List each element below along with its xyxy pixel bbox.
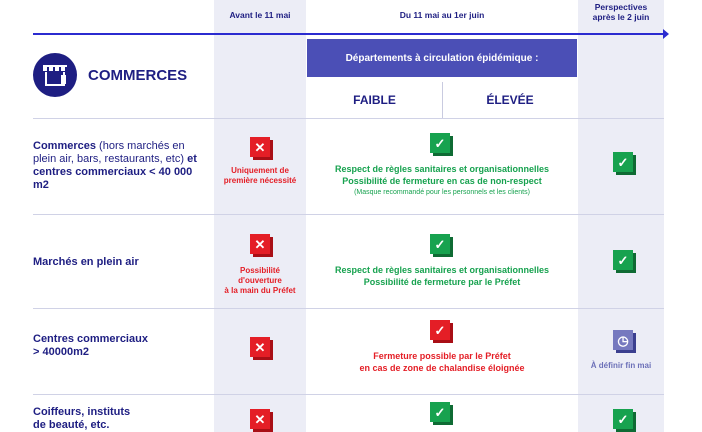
column-before-bg: [214, 0, 306, 432]
row-label-centres: [33, 333, 205, 359]
level-high: ÉLEVÉE: [486, 93, 534, 107]
row-label-paren: (hors marchés en plein air, bars, restaurants, etc): [33, 140, 185, 165]
status-yes-icon: ✓: [430, 402, 450, 422]
during-note-line1: Respect de règles sanitaires et organisationnelles: [334, 265, 550, 275]
status-yes-icon: ✓: [613, 409, 633, 429]
row-label-line2: de beauté, etc.: [33, 419, 110, 431]
row-label-marches: Marchés en plein air: [33, 256, 139, 268]
row-label-rest: et centres commerciaux < 40 000 m2: [33, 153, 197, 191]
before-note-line2: première nécessité: [223, 176, 297, 185]
status-no-icon: ✕: [250, 409, 270, 429]
before-note: [214, 166, 306, 186]
status-no-icon: ✕: [250, 337, 270, 357]
row-label-coiffeurs: [33, 406, 205, 432]
row-divider: [33, 118, 664, 119]
status-no-icon: ✕: [250, 137, 270, 157]
header-after-line1: Perspectives: [594, 2, 648, 12]
status-yes-icon: ✓: [613, 250, 633, 270]
during-note-line1: Respect de règles sanitaires et organisationnelles: [334, 164, 550, 174]
status-yes-icon: ✓: [430, 133, 450, 153]
during-note: [307, 163, 577, 199]
section-title: COMMERCES: [88, 67, 188, 84]
shop-icon: [33, 53, 77, 97]
row-label-line1: Centres commerciaux: [33, 333, 148, 345]
before-note: [214, 266, 306, 296]
after-note: À définir fin mai: [590, 361, 652, 370]
during-note: [307, 350, 577, 374]
row-divider: [33, 394, 664, 395]
during-note-line2: Possibilité de fermeture par le Préfet: [363, 277, 521, 287]
before-note-line2: d'ouverture: [238, 276, 282, 285]
before-note-line1: Possibilité: [239, 266, 280, 275]
row-label-commerces: [33, 140, 205, 192]
row-divider: [33, 214, 664, 215]
header-after-line2: après le 2 juin: [592, 12, 650, 22]
departments-banner: Départements à circulation épidémique :: [307, 39, 577, 77]
before-note-line3: à la main du Préfet: [224, 286, 296, 295]
timeline-arrow-head: [663, 29, 669, 39]
header-before: Avant le 11 mai: [229, 10, 291, 20]
row-label-main: Commerces: [33, 140, 96, 152]
row-label-line1: Coiffeurs, instituts: [33, 406, 131, 418]
row-label-line2: > 40000m2: [33, 346, 89, 358]
header-after: [578, 2, 664, 22]
status-yes-icon: ✓: [613, 152, 633, 172]
header-during: Du 11 mai au 1er juin: [399, 10, 485, 20]
status-no-icon: ✓: [430, 320, 450, 340]
before-note-line1: Uniquement de: [231, 166, 289, 175]
level-low: FAIBLE: [353, 93, 396, 107]
during-note: [307, 264, 577, 288]
during-note-line3: (Masque recommandé pour les personnels et les clients): [354, 189, 530, 196]
clock-icon: ◷: [613, 330, 633, 350]
during-note-line2: Possibilité de fermeture en cas de non-respect: [342, 176, 542, 186]
status-no-icon: ✕: [250, 234, 270, 254]
during-note-line1: Fermeture possible par le Préfet: [373, 351, 511, 361]
timeline-arrow: [33, 33, 664, 35]
row-divider: [33, 308, 664, 309]
status-yes-icon: ✓: [430, 234, 450, 254]
during-note-line2: en cas de zone de chalandise éloignée: [359, 363, 525, 373]
